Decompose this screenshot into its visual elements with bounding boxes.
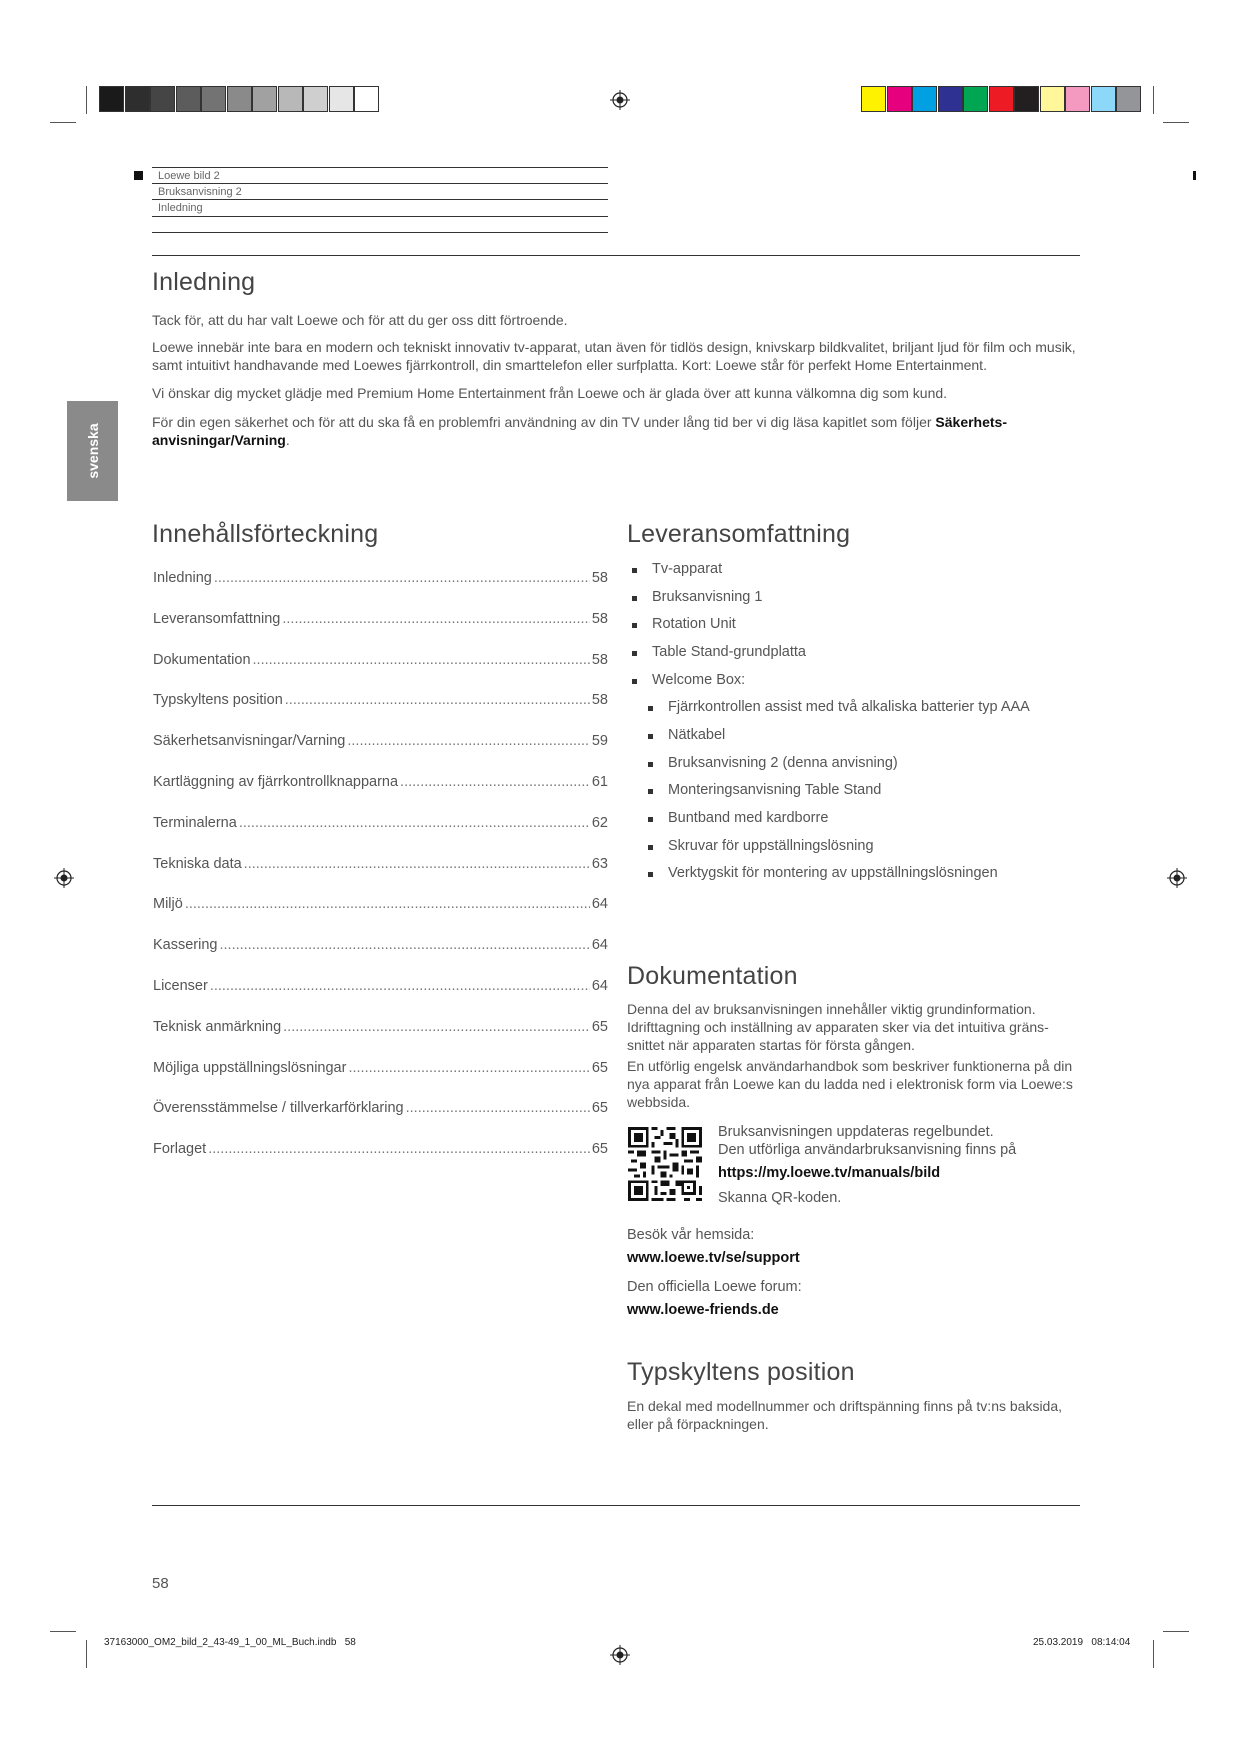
gray-swatch xyxy=(252,86,277,112)
color-swatch xyxy=(938,86,963,112)
toc-leader-dots xyxy=(283,1019,590,1035)
toc-leader-dots xyxy=(244,856,590,872)
toc-entry[interactable] xyxy=(153,815,608,835)
toc-entry-label: Kartläggning av fjärrkontrollknapparna xyxy=(153,774,399,790)
delivery-item: Tv-apparat xyxy=(652,561,723,577)
gray-swatch xyxy=(150,86,175,112)
qr-info-line-2: Den utförliga användarbruksanvisning finns på xyxy=(718,1142,1017,1158)
toc-entry-page: 65 xyxy=(591,1059,608,1076)
delivery-sub-item: Buntband med kardborre xyxy=(668,810,829,826)
delivery-item: Bruksanvisning 1 xyxy=(652,589,763,605)
toc-entry-label: Licenser xyxy=(153,978,208,994)
toc-entry[interactable] xyxy=(153,692,608,712)
delivery-sub-item: Fjärrkontrollen assist med två alkaliska batterier typ AAA xyxy=(668,699,1030,715)
header-manual: Bruksanvisning 2 xyxy=(158,186,242,198)
registration-target-icon xyxy=(610,90,630,110)
intro-paragraph-3: Vi önskar dig mycket glädje med Premium Home Entertainment från Loewe och är glada över att kunna välkomna dig som kund. xyxy=(152,385,948,401)
intro-paragraph-4 xyxy=(152,413,1082,449)
toc-entry[interactable] xyxy=(153,978,608,998)
crop-mark-bottom-left-v xyxy=(86,1640,87,1668)
qr-info-line-1: Bruksanvisningen uppdateras regelbundet. xyxy=(718,1124,994,1140)
toc-leader-dots xyxy=(208,1141,590,1157)
header-rule xyxy=(152,232,608,233)
toc-entry-page: 58 xyxy=(591,610,608,627)
toc-entry-page: 65 xyxy=(591,1141,608,1158)
delivery-sub-item: Monteringsanvisning Table Stand xyxy=(668,782,882,798)
toc-leader-dots xyxy=(282,611,590,627)
toc-entry[interactable] xyxy=(153,570,608,590)
color-swatch xyxy=(1065,86,1090,112)
toc-leader-dots xyxy=(347,733,589,749)
toc-entry[interactable] xyxy=(153,937,608,957)
toc-leader-dots xyxy=(214,570,590,586)
color-swatch xyxy=(912,86,937,112)
toc-entry-label: Forlaget xyxy=(153,1141,207,1158)
toc-leader-dots xyxy=(406,1100,590,1116)
typeplate-text: En dekal med modellnummer och driftspänning finns på tv:ns baksida, eller på förpackningen. xyxy=(627,1398,1063,1432)
header-rule xyxy=(152,183,608,184)
toc-entry-page: 64 xyxy=(591,937,608,954)
toc-entry-label: Inledning xyxy=(153,570,212,586)
intro-paragraph-2: Loewe innebär inte bara en modern och tekniskt innovativ tv-apparat, utan även för tidlös design, knivskarp bildkvalitet, briljant ljud för film och musik, samt intuitivt handhavande med Loewes fjärrkontroll, din smarttelefon eller surfplatta. Kort: Loewe står för perfekt Home Entertainment. xyxy=(152,339,1076,373)
toc-entry-page: 65 xyxy=(591,1018,608,1035)
toc-entry[interactable] xyxy=(153,896,608,916)
footer-timestamp: 25.03.2019 08:14:04 xyxy=(1033,1637,1131,1648)
toc-entry[interactable] xyxy=(153,774,608,794)
color-swatch xyxy=(887,86,912,112)
delivery-item: Rotation Unit xyxy=(652,616,736,632)
header-product: Loewe bild 2 xyxy=(158,170,220,182)
crop-mark-bottom-left-h xyxy=(50,1631,76,1632)
toc-leader-dots xyxy=(400,774,590,790)
gray-swatch xyxy=(125,86,150,112)
toc-leader-dots xyxy=(219,937,589,953)
toc-entry-label: Möjliga uppställningslösningar xyxy=(153,1059,347,1076)
toc-entry-label: Säkerhetsanvisningar/Varning xyxy=(153,733,346,750)
top-content-rule xyxy=(152,255,1080,256)
header-chapter: Inledning xyxy=(158,202,203,214)
registration-target-icon xyxy=(610,1645,630,1665)
gray-swatch xyxy=(227,86,252,112)
toc-entry-page: 58 xyxy=(591,570,608,586)
delivery-sub-item: Nätkabel xyxy=(668,727,726,743)
toc-entry-label: Terminalerna xyxy=(153,814,237,831)
toc-leader-dots xyxy=(285,692,590,708)
gray-swatch xyxy=(99,86,124,112)
crop-mark-bottom-right-h xyxy=(1163,1631,1189,1632)
toc-entry-label: Överensstämmelse / tillverkarförklaring xyxy=(153,1100,404,1117)
delivery-item: Welcome Box: xyxy=(652,672,746,688)
toc-entry-label: Kassering xyxy=(153,937,218,954)
crop-mark-top-right-h xyxy=(1163,122,1189,123)
documentation-paragraph-1: Denna del av bruksanvisningen innehåller viktig grundinformation. Idrifttagning och inställning av apparaten sker via det intuitiva gräns-snittet när apparaten startas för första gången. xyxy=(627,1001,1049,1053)
toc-entry-page: 63 xyxy=(591,855,608,872)
color-swatch xyxy=(861,86,886,112)
intro-paragraph-4-end: . xyxy=(285,432,290,448)
color-swatch xyxy=(1116,86,1141,112)
toc-leader-dots xyxy=(185,896,590,912)
page-number: 58 xyxy=(152,1575,169,1592)
manual-download-link[interactable]: https://my.loewe.tv/manuals/bild xyxy=(718,1165,941,1181)
visit-label: Besök vår hemsida: xyxy=(627,1227,755,1243)
toc-entry-page: 59 xyxy=(591,733,608,750)
toc-entry-label: Teknisk anmärkning xyxy=(153,1018,282,1035)
toc-entry-page: 64 xyxy=(591,896,608,913)
qr-scan-hint: Skanna QR-koden. xyxy=(718,1190,842,1206)
toc-entry[interactable] xyxy=(153,1060,608,1080)
footer-file-info: 37163000_OM2_bild_2_43-49_1_00_ML_Buch.indb 58 xyxy=(104,1637,356,1648)
color-swatch xyxy=(1040,86,1065,112)
delivery-sub-item: Skruvar för uppställningslösning xyxy=(668,838,874,854)
toc-entry-label: Leveransomfattning xyxy=(153,610,281,627)
language-tab-label: svenska xyxy=(84,423,101,479)
toc-entry[interactable] xyxy=(153,611,608,631)
toc-entry[interactable] xyxy=(153,1100,608,1120)
header-rule xyxy=(152,167,608,168)
support-website-link[interactable]: www.loewe.tv/se/support xyxy=(627,1250,800,1266)
crop-mark-top-right-v xyxy=(1153,86,1154,114)
delivery-sub-item: Bruksanvisning 2 (denna anvisning) xyxy=(668,755,898,771)
forum-website-link[interactable]: www.loewe-friends.de xyxy=(627,1302,779,1318)
right-edge-marker xyxy=(1193,171,1196,180)
toc-entry-label: Dokumentation xyxy=(153,651,251,668)
toc-entry-page: 62 xyxy=(591,814,608,831)
gray-swatch xyxy=(278,86,303,112)
toc-leader-dots xyxy=(253,652,590,668)
toc-leader-dots xyxy=(210,978,590,994)
toc-entry-page: 64 xyxy=(591,978,608,994)
language-tab xyxy=(67,401,118,501)
crop-mark-bottom-right-v xyxy=(1153,1640,1154,1668)
toc-entry-label: Typskyltens position xyxy=(153,692,283,709)
toc-entry[interactable] xyxy=(153,733,608,753)
header-bullet-icon xyxy=(134,171,143,180)
gray-swatch xyxy=(329,86,354,112)
toc-entry[interactable] xyxy=(153,1019,608,1039)
toc-title: Innehållsförteckning xyxy=(152,520,379,548)
documentation-title: Dokumentation xyxy=(627,962,798,990)
color-swatch xyxy=(1091,86,1116,112)
delivery-sub-item: Verktygskit för montering av uppställningslösningen xyxy=(668,865,998,881)
crop-mark-top-left-h xyxy=(50,122,76,123)
toc-entry[interactable] xyxy=(153,652,608,672)
header-rule xyxy=(152,216,608,217)
crop-mark-top-left-v xyxy=(86,86,87,114)
gray-swatch xyxy=(201,86,226,112)
intro-title: Inledning xyxy=(152,268,256,296)
toc-entry-page: 58 xyxy=(591,692,608,709)
bottom-content-rule xyxy=(152,1505,1080,1506)
toc-entry-page: 58 xyxy=(591,651,608,668)
color-swatch xyxy=(989,86,1014,112)
documentation-paragraph-2: En utförlig engelsk användarhandbok som beskriver funktionerna på din nya apparat från Loewe kan du ladda ned i elektronisk form via Loewe:s webbsida. xyxy=(627,1058,1073,1110)
gray-swatch xyxy=(176,86,201,112)
toc-entry-label: Miljö xyxy=(153,896,183,913)
header-rule xyxy=(152,199,608,200)
toc-entry-page: 65 xyxy=(591,1100,608,1117)
safety-chapter-link: Säkerhets-anvisningar/Varning xyxy=(152,414,1007,448)
toc-entry-page: 61 xyxy=(591,774,608,790)
gray-swatch xyxy=(303,86,328,112)
toc-entry[interactable] xyxy=(153,856,608,876)
registration-target-icon xyxy=(54,868,74,888)
delivery-item: Table Stand-grundplatta xyxy=(652,644,806,660)
color-swatch xyxy=(1014,86,1039,112)
qr-code xyxy=(628,1127,702,1201)
color-swatch xyxy=(963,86,988,112)
toc-leader-dots xyxy=(348,1060,589,1076)
toc-entry-label: Tekniska data xyxy=(153,855,242,872)
delivery-title: Leveransomfattning xyxy=(627,520,851,548)
intro-paragraph-4-text: För din egen säkerhet och för att du ska få en problemfri användning av din TV under lång tid ber vi dig läsa kapitlet som följer xyxy=(152,414,936,430)
typeplate-title: Typskyltens position xyxy=(627,1358,855,1386)
forum-label: Den officiella Loewe forum: xyxy=(627,1279,802,1295)
toc-leader-dots xyxy=(239,815,590,831)
intro-paragraph-1: Tack för, att du har valt Loewe och för att du ger oss ditt förtroende. xyxy=(152,312,568,328)
registration-target-icon xyxy=(1167,868,1187,888)
toc-entry[interactable] xyxy=(153,1141,608,1161)
gray-swatch xyxy=(354,86,379,112)
